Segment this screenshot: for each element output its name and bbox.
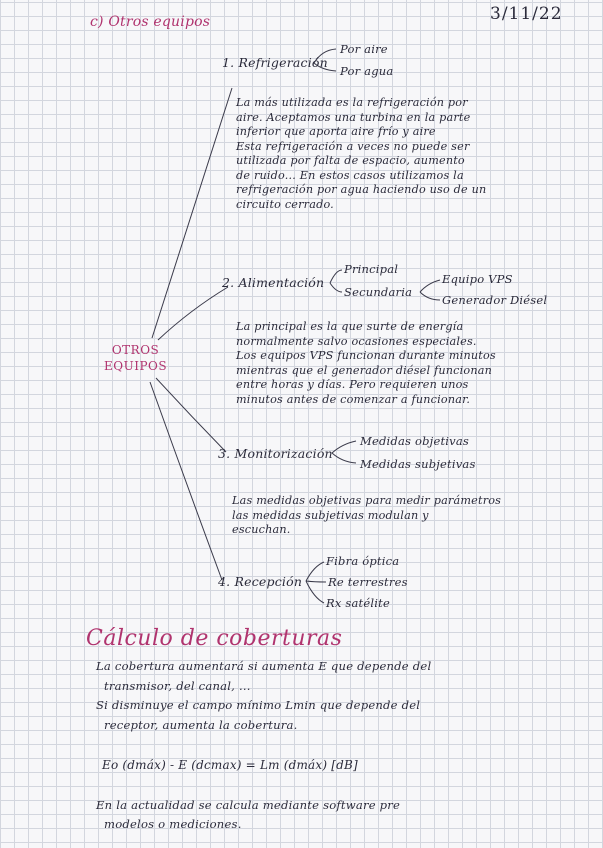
section-line: receptor, aumenta la cobertura. xyxy=(104,717,298,732)
closing-line: modelos o mediciones. xyxy=(104,817,242,831)
paragraph-line: utilizada por falta de espacio, aumento xyxy=(236,154,465,167)
branch-1-sub-1: Por aire xyxy=(340,42,388,56)
connector-b3-sub1 xyxy=(332,441,356,453)
branch-1-label: 1. Refrigeración xyxy=(222,55,328,70)
branch-4-label: 4. Recepción xyxy=(218,574,303,589)
branch-1-sub-2: Por agua xyxy=(340,64,394,78)
paragraph-line: Esta refrigeración a veces no puede ser xyxy=(236,139,470,153)
branch-2-sub-1: Principal xyxy=(344,262,399,276)
connector-branch-1 xyxy=(152,88,232,338)
paragraph-line: Los equipos VPS funcionan durante minutos xyxy=(236,349,496,362)
branch-2-sub-2: Secundaria xyxy=(344,285,413,299)
branch-2-label: 2. Alimentación xyxy=(222,275,325,290)
branch-3-paragraph xyxy=(232,494,501,538)
mindmap-center xyxy=(104,342,167,374)
paragraph-line: La más utilizada es la refrigeración por xyxy=(236,96,468,109)
connector-b2-sub1 xyxy=(330,270,342,283)
branch-3-label: 3. Monitorización xyxy=(218,446,333,461)
paragraph-line: minutos antes de comenzar a funcionar. xyxy=(236,392,471,406)
section-line: Si disminuye el campo mínimo Lmin que depende del xyxy=(96,698,421,712)
section-title: Cálculo de coberturas xyxy=(86,626,343,651)
center-line-1: OTROS xyxy=(111,343,160,357)
paragraph-line: inferior que aporta aire frío y aire xyxy=(236,125,436,138)
page-heading: c) Otros equipos xyxy=(90,14,211,30)
paragraph-line: entre horas y días. Pero requieren unos xyxy=(236,378,469,391)
coverage-formula: Eo (dmáx) - E (dcmax) = Lm (dmáx) [dB] xyxy=(102,758,358,772)
closing-text xyxy=(96,796,400,834)
paragraph-line: de ruido... En estos casos utilizamos la xyxy=(236,168,464,182)
paragraph-line: las medidas subjetivas modulan y xyxy=(232,508,429,522)
branch-2-subsub-2: Generador Diésel xyxy=(442,293,548,307)
paragraph-line: La principal es la que surte de energía xyxy=(236,320,464,333)
section-line: La cobertura aumentará si aumenta E que depende del xyxy=(96,659,432,673)
branch-4-sub-2: Re terrestres xyxy=(328,575,408,589)
branch-3-sub-1: Medidas objetivas xyxy=(360,434,470,448)
connector-b4-sub2 xyxy=(306,581,326,582)
branch-3-sub-2: Medidas subjetivas xyxy=(360,457,476,471)
connector-b2-sub2 xyxy=(330,283,342,292)
connector-branch-3 xyxy=(156,378,226,452)
section-line: transmisor, del canal, ... xyxy=(104,678,251,693)
section-text xyxy=(96,657,431,735)
paragraph-line: refrigeración por agua haciendo uso de un xyxy=(236,183,487,196)
connector-b4-sub3 xyxy=(306,581,324,603)
closing-line: En la actualidad se calcula mediante software pre xyxy=(96,798,401,812)
connector-branch-2 xyxy=(158,287,228,340)
branch-4-sub-1: Fibra óptica xyxy=(326,554,400,568)
branch-2-subsub-1: Equipo VPS xyxy=(442,272,513,286)
paragraph-line: normalmente salvo ocasiones especiales. xyxy=(236,334,477,348)
paragraph-line: mientras que el generador diésel funcionan xyxy=(236,363,493,377)
center-line-2: EQUIPOS xyxy=(104,359,168,373)
paragraph-line: aire. Aceptamos una turbina en la parte xyxy=(236,110,471,124)
connector-branch-4 xyxy=(150,382,222,580)
branch-2-paragraph xyxy=(236,320,496,407)
connector-b2-subsub2 xyxy=(420,292,440,300)
paragraph-line: Las medidas objetivas para medir parámetros xyxy=(232,494,502,507)
connector-b4-sub1 xyxy=(306,562,324,581)
branch-4-sub-3: Rx satélite xyxy=(326,596,390,610)
paragraph-line: escuchan. xyxy=(232,523,291,536)
connector-b3-sub2 xyxy=(332,453,356,463)
branch-1-paragraph xyxy=(236,96,486,212)
date: 3/11/22 xyxy=(490,4,563,24)
connector-b2-subsub1 xyxy=(420,280,440,292)
paragraph-line: circuito cerrado. xyxy=(236,197,334,211)
